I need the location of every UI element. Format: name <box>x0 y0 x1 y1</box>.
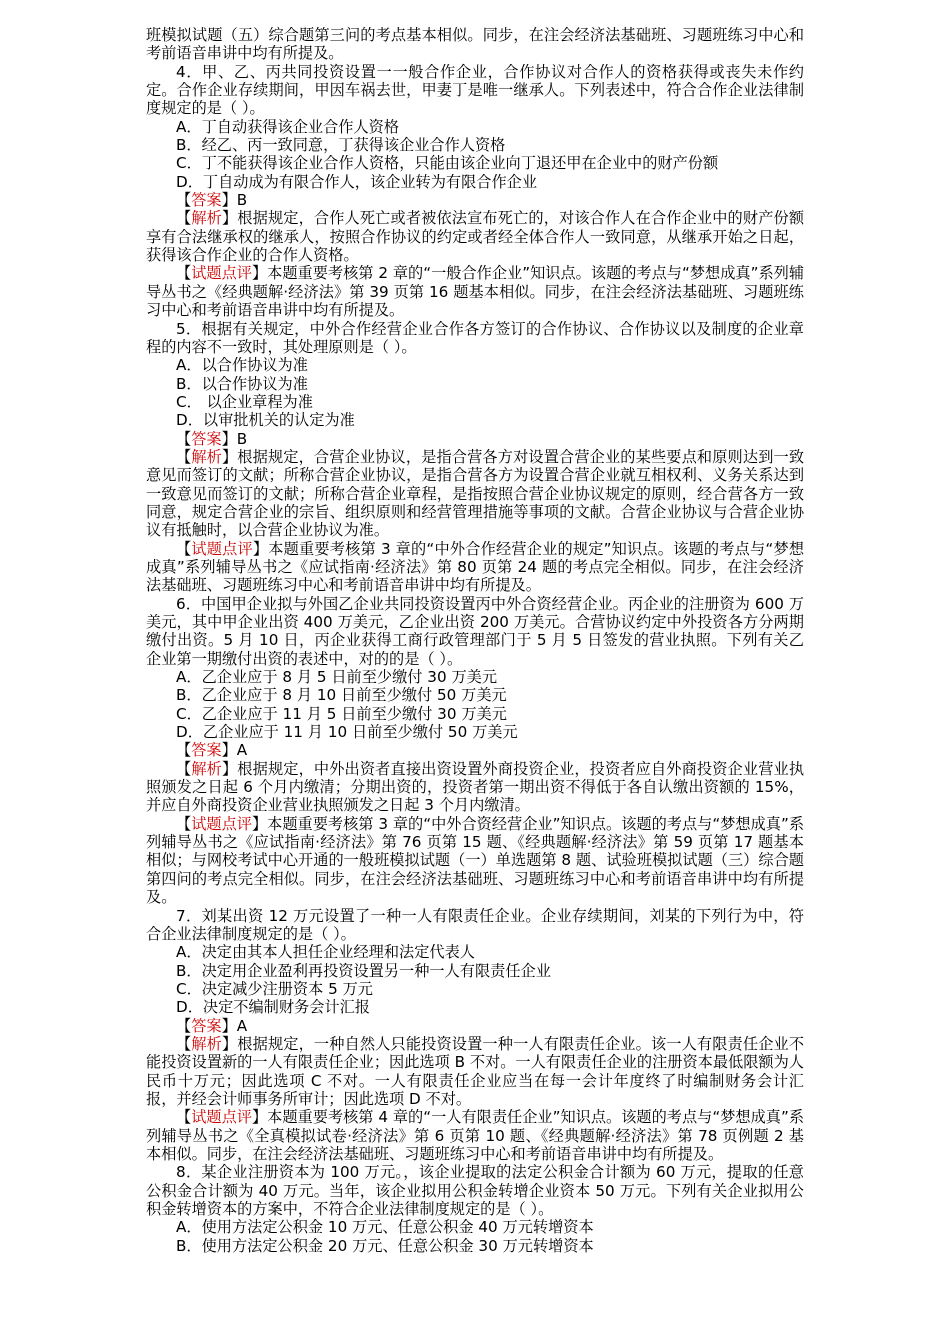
answer-option: C．丁不能获得该企业合作人资格，只能由该企业向丁退还甲在企业中的财产份额 <box>176 154 719 173</box>
tag-bracket-close: 】 <box>251 814 268 833</box>
document-page <box>146 26 804 1255</box>
section-tag: 试题点评 <box>191 814 252 833</box>
tagged-paragraph <box>146 448 804 540</box>
tag-body-text: 根据规定，中外出资者直接出资设置外商投资企业，投资者应自外商投资企业营业执照颁发之日起 6 个月内缴清；分期出资的，投资者第一期出资不得低于各自认缴出资额的 15%，并应自外商投资企业营业执照颁发之日起 3 个月内缴清。 <box>146 759 805 815</box>
tag-bracket-open: 【 <box>176 741 192 760</box>
tag-bracket-close: 】 <box>251 264 268 283</box>
question-stem: 5．根据有关规定，中外合作经营企业合作各方签订的合作协议、合作协议以及制度的企业章程的内容不一致时，其处理原则是（ ）。 <box>146 319 804 356</box>
tag-bracket-open: 【 <box>176 814 192 833</box>
answer-option: B．经乙、丙一致同意，丁获得该企业合作人资格 <box>176 136 506 155</box>
answer-option: D．丁自动成为有限合作人，该企业转为有限合作企业 <box>176 172 538 191</box>
tag-bracket-open: 【 <box>176 429 192 448</box>
tag-bracket-close: 】 <box>221 741 237 760</box>
tag-bracket-open: 【 <box>176 264 192 283</box>
section-tag: 答案 <box>191 741 222 760</box>
tag-body-text: 本题重要考核第 3 章的“中外合作经营企业的规定”知识点。该题的考点与“梦想成真”系列辅导丛书之《应试指南·经济法》第 80 页第 24 题的考点完全相似。同步，在注会经济法基础班、习题班练习中心和考前语音串讲中均有所提及。 <box>146 539 805 595</box>
tagged-paragraph <box>146 1035 804 1108</box>
tag-bracket-open: 【 <box>176 447 192 466</box>
answer-option: C．决定减少注册资本 5 万元 <box>176 979 373 998</box>
tag-body-text: 根据规定，合营企业协议，是指合营各方对设置合营企业的某些要点和原则达到一致意见而签订的文献；所称合营企业协议，是指合营各方为设置合营企业就互相权利、义务关系达到一致意见而签订的文献；所称合营企业章程，是指按照合营企业协议规定的原则，经合营各方一致同意，规定合营企业的宗旨、组织原则和经营管理措施等事项的文献。合营企业协议与合营企业协议有抵触时，以合营企业协议为准。 <box>146 447 805 540</box>
answer-option: A．以合作协议为准 <box>176 356 308 375</box>
tag-bracket-open: 【 <box>176 1016 192 1035</box>
tagged-paragraph <box>146 540 804 595</box>
tag-body-text: B <box>236 429 248 448</box>
tagged-paragraph <box>146 209 804 264</box>
tagged-paragraph <box>146 741 804 759</box>
tagged-paragraph <box>146 760 804 815</box>
tag-bracket-open: 【 <box>176 759 192 778</box>
tag-bracket-close: 】 <box>221 1016 237 1035</box>
answer-option: A．丁自动获得该企业合作人资格 <box>176 117 400 136</box>
tag-bracket-close: 】 <box>251 1108 268 1127</box>
question-stem: 4．甲、乙、丙共同投资设置一一般合作企业，合作协议对合作人的资格获得或丧失未作约定。合作企业存续期间，甲因车祸去世，甲妻丁是唯一继承人。下列表述中，符合合作企业法律制度规定的是（ ）。 <box>146 62 804 118</box>
tagged-paragraph <box>146 815 804 907</box>
tag-bracket-open: 【 <box>176 1108 192 1127</box>
section-tag: 答案 <box>191 191 222 210</box>
section-tag: 试题点评 <box>191 539 253 558</box>
tag-bracket-close: 】 <box>221 447 238 466</box>
answer-option: B．以合作协议为准 <box>176 374 308 393</box>
question-stem: 7．刘某出资 12 万元设置了一种一人有限责任企业。企业存续期间，刘某的下列行为中，符合企业法律制度规定的是（ ）。 <box>146 906 804 943</box>
answer-option: D．决定不编制财务会计汇报 <box>176 998 370 1017</box>
answer-option: A．决定由其本人担任企业经理和法定代表人 <box>176 943 475 962</box>
tag-body-text: B <box>236 191 248 210</box>
tag-bracket-close: 】 <box>221 1034 238 1053</box>
tag-body-text: 本题重要考核第 2 章的“一般合作企业”知识点。该题的考点与“梦想成真”系列辅导丛书之《经典题解·经济法》第 39 页第 16 题基本相似。同步，在注会经济法基础班、习题班练习中心和考前语音串讲中均有所提及。 <box>146 264 805 320</box>
tag-bracket-close: 】 <box>221 429 237 448</box>
tag-bracket-close: 】 <box>221 191 237 210</box>
question-stem: 6．中国甲企业拟与外国乙企业共同投资设置丙中外合资经营企业。丙企业的注册资为 600 万美元，其中甲企业出资 400 万美元，乙企业出资 200 万美元。合营协议约定中外投资各方分两期缴付出资。5 月 10 日，丙企业获得工商行政管理部门于 5 月 5 日签发的营业执照。下列有关乙企业第一期缴付出资的表述中，对的的是（ ）。 <box>146 594 804 668</box>
section-tag: 解析 <box>191 1034 222 1053</box>
section-tag: 解析 <box>191 209 222 228</box>
tagged-paragraph <box>146 430 804 448</box>
answer-option: B．乙企业应于 8 月 10 日前至少缴付 50 万美元 <box>176 686 507 705</box>
section-tag: 解析 <box>191 447 222 466</box>
tag-bracket-close: 】 <box>252 539 269 558</box>
tagged-paragraph <box>146 191 804 209</box>
tag-bracket-open: 【 <box>176 1034 192 1053</box>
section-tag: 试题点评 <box>191 264 252 283</box>
answer-option: C． 以企业章程为准 <box>176 392 313 411</box>
tag-bracket-close: 】 <box>221 759 238 778</box>
tag-bracket-open: 【 <box>176 209 192 228</box>
answer-option: D．乙企业应于 11 月 10 日前至少缴付 50 万美元 <box>176 723 518 742</box>
section-tag: 答案 <box>191 429 222 448</box>
answer-option: A．乙企业应于 8 月 5 日前至少缴付 30 万美元 <box>176 668 498 687</box>
tagged-paragraph <box>146 264 804 319</box>
tag-body-text: A <box>236 1016 248 1035</box>
section-tag: 试题点评 <box>191 1108 252 1127</box>
tag-bracket-open: 【 <box>176 539 192 558</box>
section-tag: 解析 <box>191 759 222 778</box>
tagged-paragraph <box>146 1017 804 1035</box>
tag-body-text: 本题重要考核第 4 章的“一人有限责任企业”知识点。该题的考点与“梦想成真”系列辅导丛书之《全真模拟试卷·经济法》第 6 页第 10 题、《经典题解·经济法》第 78 页例题 2 基本相似。同步，在注会经济法基础班、习题班练习中心和考前语音串讲中均有所提及。 <box>146 1108 805 1163</box>
tag-body-text: A <box>236 741 248 760</box>
paragraph-continuation: 班模拟试题（五）综合题第三问的考点基本相似。同步，在注会经济法基础班、习题班练习中心和考前语音串讲中均有所提及。 <box>146 26 804 63</box>
tagged-paragraph <box>146 1108 804 1163</box>
answer-option: B．使用方法定公积金 20 万元、任意公积金 30 万元转增资本 <box>176 1236 594 1255</box>
answer-option: C．乙企业应于 11 月 5 日前至少缴付 30 万美元 <box>176 704 507 723</box>
answer-option: A．使用方法定公积金 10 万元、任意公积金 40 万元转增资本 <box>176 1218 594 1237</box>
tag-bracket-open: 【 <box>176 191 192 210</box>
tag-bracket-close: 】 <box>221 209 238 228</box>
tag-body-text: 根据规定，合作人死亡或者被依法宣布死亡的，对该合作人在合作企业中的财产份额享有合法继承权的继承人，按照合作协议的约定或者经全体合作人一致同意，从继承开始之日起，获得该合作企业的合作人资格。 <box>146 209 805 265</box>
answer-option: B．决定用企业盈利再投资设置另一种一人有限责任企业 <box>176 961 551 980</box>
section-tag: 答案 <box>191 1016 222 1035</box>
tag-body-text: 根据规定，一种自然人只能投资设置一种一人有限责任企业。该一人有限责任企业不能投资设置新的一人有限责任企业；因此选项 B 不对。一人有限责任企业的注册资本最低限额为人民币十万元；因此选项 C 不对。一人有限责任企业应当在每一会计年度终了时编制财务会计汇报，并经会计师事务所审计；因此选项 D 不对。 <box>146 1034 805 1108</box>
answer-option: D．以审批机关的认定为准 <box>176 411 355 430</box>
tag-body-text: 本题重要考核第 3 章的“中外合资经营企业”知识点。该题的考点与“梦想成真”系列辅导丛书之《应试指南·经济法》第 76 页第 15 题、《经典题解·经济法》第 59 页第 17 题基本相似；与网校考试中心开通的一般班模拟试题（一）单选题第 8 题、试验班模拟试题（三）综合题第四问的考点完全相似。同步，在注会经济法基础班、习题班练习中心和考前语音串讲中均有所提及。 <box>146 814 805 907</box>
question-stem: 8．某企业注册资本为 100 万元。，该企业提取的法定公积金合计额为 60 万元，提取的任意公积金合计额为 40 万元。当年，该企业拟用公积金转增企业资本 50 万元。下列有关企业拟用公积金转增资本的方案中，不符合企业法律制度规定的是（ ）。 <box>146 1163 804 1218</box>
